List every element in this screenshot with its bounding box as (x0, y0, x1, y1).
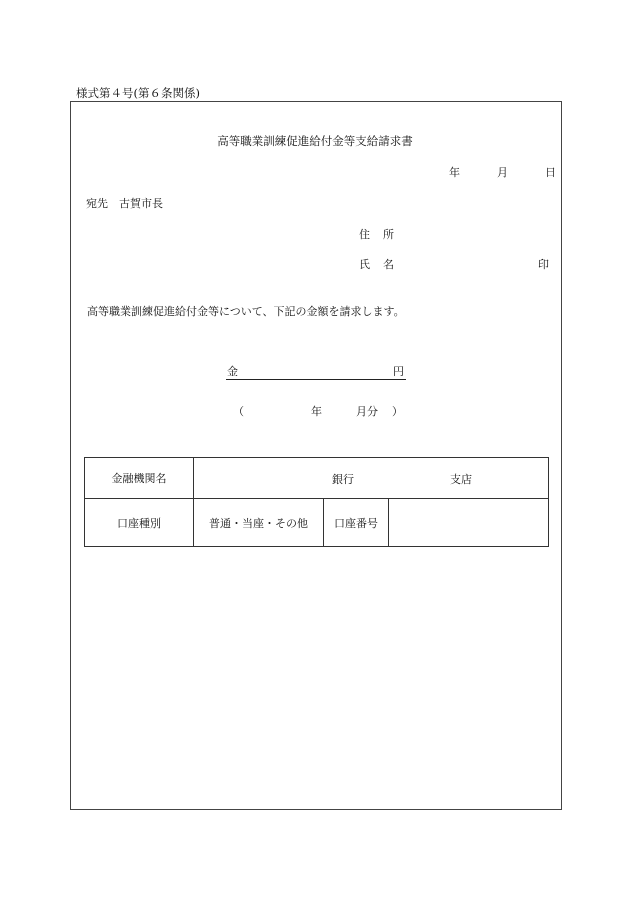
amount-prefix: 金 (227, 365, 238, 378)
date-month-label: 月 (497, 166, 508, 179)
address-label-char-1: 住 (359, 228, 370, 241)
period-open-paren: （ (233, 405, 244, 418)
account-number-label: 口座番号 (324, 499, 389, 547)
account-row (85, 499, 549, 547)
address-label-char-2: 所 (383, 228, 394, 241)
bank-account-table (84, 457, 549, 547)
period-month-label: 月分 (356, 405, 378, 418)
name-label-char-2: 名 (383, 258, 394, 271)
amount-suffix: 円 (393, 365, 404, 378)
period-year-label: 年 (311, 405, 322, 418)
branch-suffix: 支店 (450, 473, 472, 486)
date-day-label: 日 (545, 166, 556, 179)
addressee: 宛先 古賀市長 (86, 197, 163, 210)
bank-row (85, 458, 549, 499)
name-label-char-1: 氏 (359, 258, 370, 271)
bank-suffix: 銀行 (332, 473, 354, 486)
request-statement: 高等職業訓練促進給付金等について、下記の金額を請求します。 (87, 305, 405, 318)
account-type-options[interactable]: 普通・当座・その他 (194, 499, 324, 547)
account-number-field[interactable] (389, 499, 549, 547)
form-number: 様式第４号(第６条関係) (76, 86, 200, 100)
institution-label: 金融機関名 (85, 458, 194, 499)
form-title: 高等職業訓練促進給付金等支給請求書 (217, 134, 413, 148)
period-close-paren: ） (392, 405, 403, 418)
institution-field[interactable] (194, 458, 549, 499)
date-year-label: 年 (449, 166, 460, 179)
seal-mark: 印 (538, 258, 549, 271)
account-type-label: 口座種別 (85, 499, 194, 547)
amount-field[interactable] (226, 362, 406, 380)
